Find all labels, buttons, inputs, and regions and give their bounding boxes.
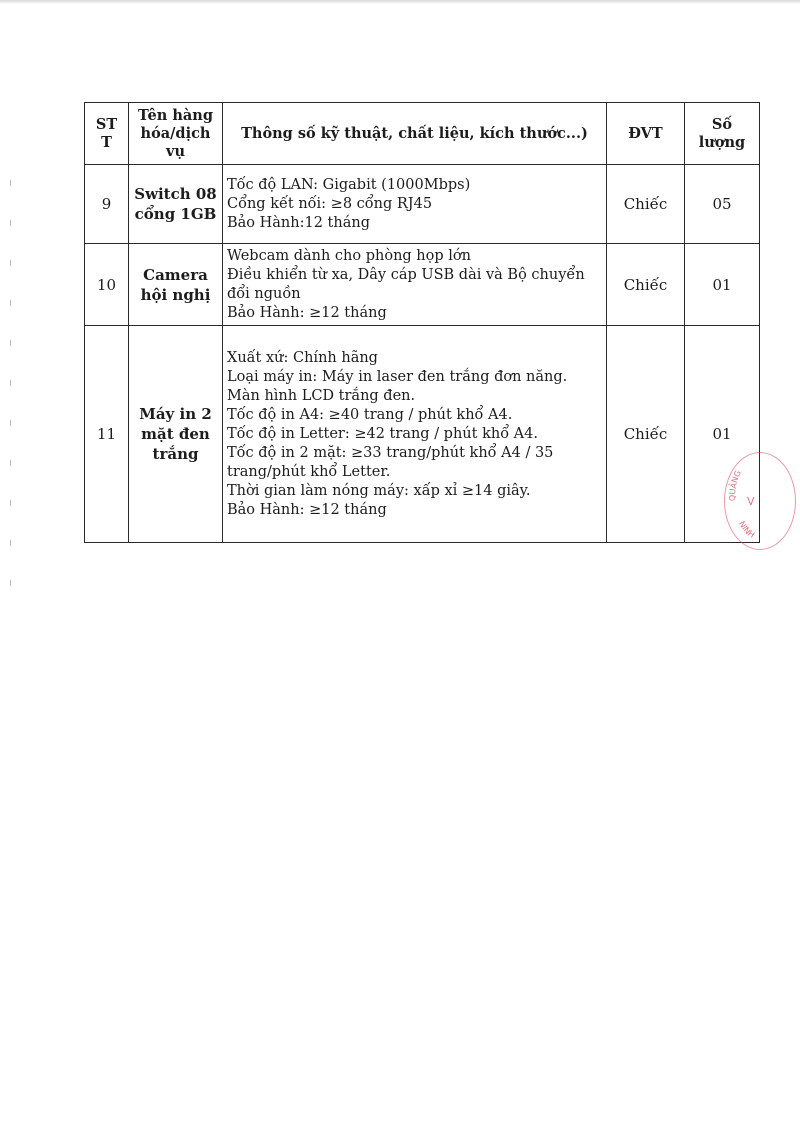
- seal-text-top: QUẢNG: [727, 469, 743, 502]
- row-quantity: 01: [685, 244, 760, 326]
- spec-line: Bảo Hành: ≥12 tháng: [227, 304, 387, 321]
- row-stt: 9: [85, 165, 129, 244]
- header-item-name: Tên hàng hóa/dịch vụ: [129, 103, 223, 165]
- spec-line: Loại máy in: Máy in laser đen trắng đơn năng.: [227, 368, 568, 385]
- spec-line: Bảo Hành:12 tháng: [227, 214, 370, 231]
- seal-text-bottom: NINH: [737, 519, 757, 540]
- header-unit: ĐVT: [607, 103, 685, 165]
- table-row: [85, 165, 760, 244]
- table-row: [85, 326, 760, 543]
- row-stt: 11: [85, 326, 129, 543]
- header-specification: Thông số kỹ thuật, chất liệu, kích thước...): [223, 103, 607, 165]
- row-specification: [223, 244, 607, 326]
- spec-line: Màn hình LCD trắng đen.: [227, 387, 416, 404]
- table-row: [85, 244, 760, 326]
- row-specification: [223, 326, 607, 543]
- row-item-name: Máy in 2 mặt đen trắng: [129, 326, 223, 543]
- row-quantity: 05: [685, 165, 760, 244]
- spec-line: Webcam dành cho phòng họp lớn: [227, 247, 471, 264]
- header-stt: ST T: [85, 103, 129, 165]
- row-item-name: Switch 08 cổng 1GB: [129, 165, 223, 244]
- spec-line: Tốc độ LAN: Gigabit (1000Mbps): [227, 176, 471, 193]
- scan-edge-left: [10, 180, 11, 600]
- row-unit: Chiếc: [607, 244, 685, 326]
- spec-line: Xuất xứ: Chính hãng: [227, 349, 378, 366]
- spec-line: Tốc độ in 2 mặt: ≥33 trang/phút khổ A4 / 35 trang/phút khổ Letter.: [227, 444, 554, 480]
- spec-line: Tốc độ in A4: ≥40 trang / phút khổ A4.: [227, 406, 513, 423]
- spec-line: Điều khiển từ xa, Dây cáp USB dài và Bộ chuyển đổi nguồn: [227, 266, 585, 302]
- spec-line: Tốc độ in Letter: ≥42 trang / phút khổ A4.: [227, 425, 538, 442]
- spec-line: Bảo Hành: ≥12 tháng: [227, 501, 387, 518]
- scan-edge-top: [0, 0, 800, 4]
- row-item-name: Camera hội nghị: [129, 244, 223, 326]
- header-quantity: Số lượng: [685, 103, 760, 165]
- row-quantity: 01: [685, 326, 760, 543]
- row-unit: Chiếc: [607, 326, 685, 543]
- row-stt: 10: [85, 244, 129, 326]
- table-header-row: [85, 103, 760, 165]
- row-specification: [223, 165, 607, 244]
- svg-text:V: V: [747, 495, 755, 508]
- spec-line: Cổng kết nối: ≥8 cổng RJ45: [227, 195, 433, 212]
- spec-line: Thời gian làm nóng máy: xấp xỉ ≥14 giây.: [227, 482, 531, 499]
- row-unit: Chiếc: [607, 165, 685, 244]
- equipment-spec-table: [84, 102, 760, 543]
